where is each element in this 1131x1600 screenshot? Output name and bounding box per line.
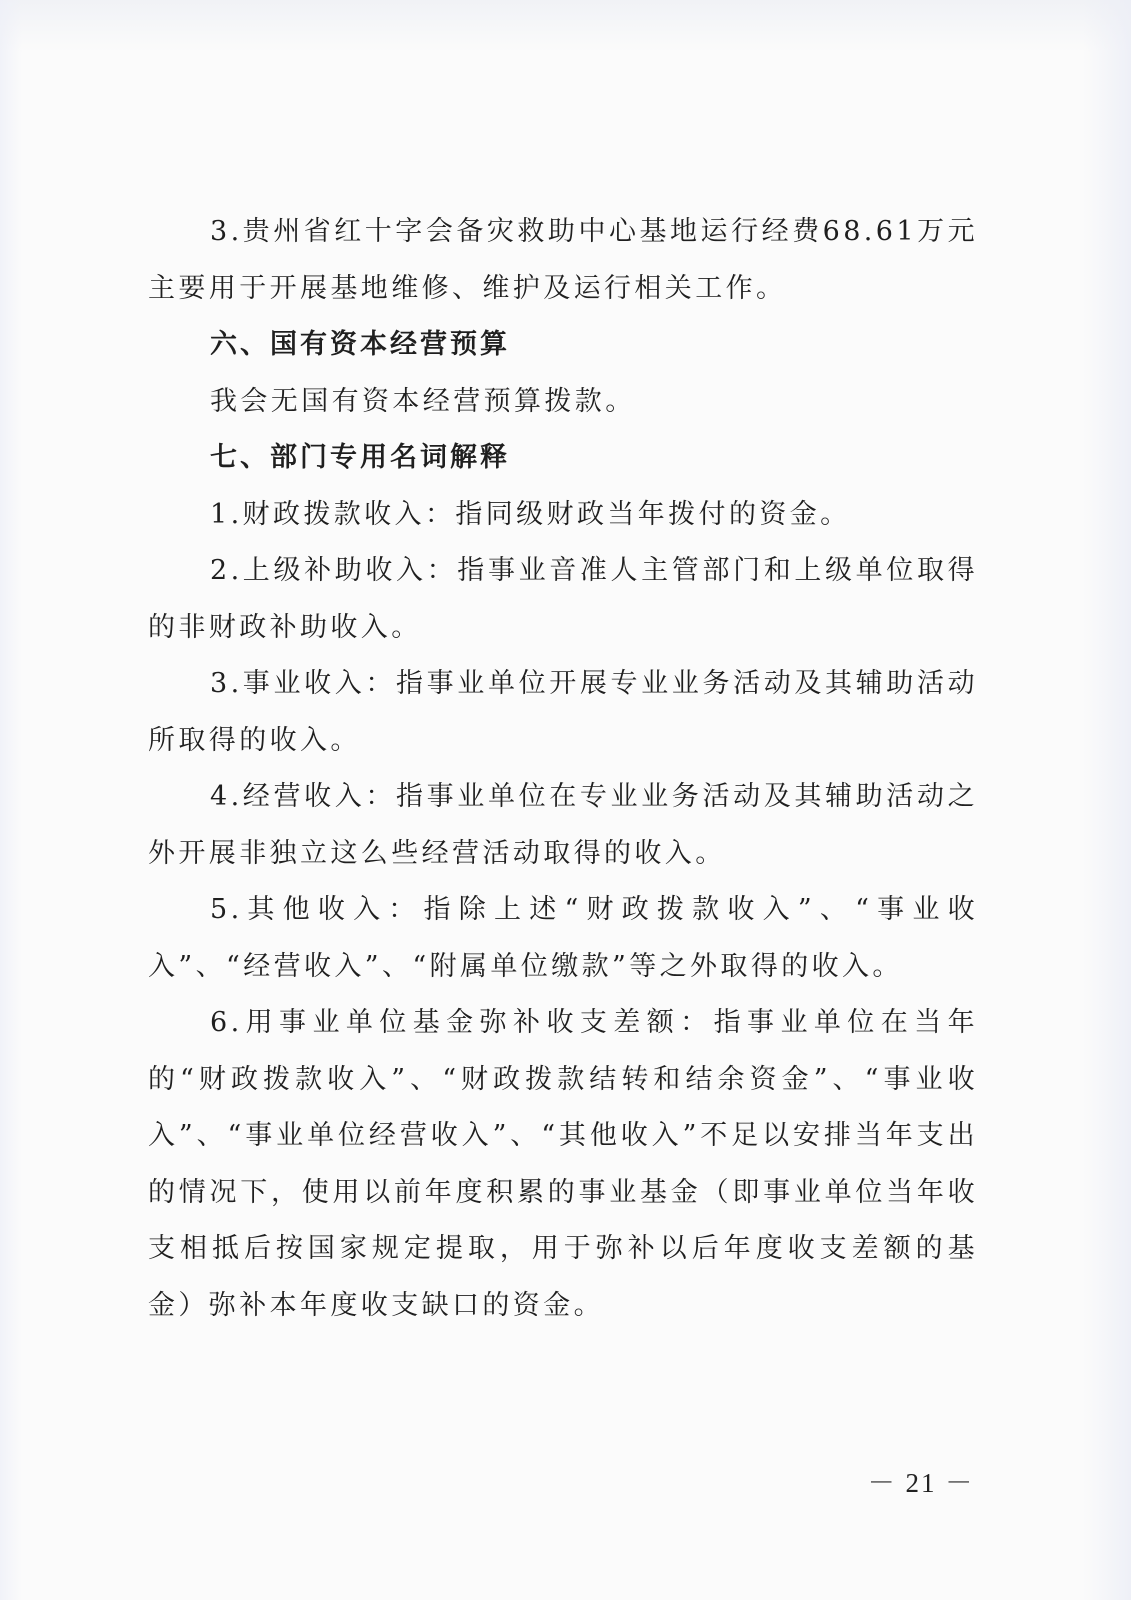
document-body [148,204,978,1334]
term-business-income: 4.经营收入：指事业单位在专业业务活动及其辅助活动之外开展非独立这么些经营活动取得的收入。 [148,781,978,869]
section-heading-state-capital-budget: 六、国有资本经营预算 [210,329,510,360]
term-institution-fund-deficit-coverage: 6.用事业单位基金弥补收支差额：指事业单位在当年的“财政拨款收入”、“财政拨款结转和结余资金”、“事业收入”、“事业单位经营收入”、“其他收入”不足以安排当年支出的情况下，使用以前年度积累的事业基金（即事业单位当年收支相抵后按国家规定提取，用于弥补以后年度收支差额的基金）弥补本年度收支缺口的资金。 [148,1007,978,1321]
term-higher-level-subsidy-income: 2.上级补助收入：指事业音准人主管部门和上级单位取得的非财政补助收入。 [148,555,978,643]
term-operational-income: 3.事业收入：指事业单位开展专业业务活动及其辅助活动所取得的收入。 [148,668,978,756]
page-number: － 21 － [867,1468,975,1498]
section-heading-terminology: 七、部门专用名词解释 [210,442,510,473]
scan-shadow-top [0,0,1131,52]
paragraph-base-operating-funds: 3.贵州省红十字会备灾救助中心基地运行经费68.61万元主要用于开展基地维修、维护及运行相关工作。 [148,216,978,304]
term-other-income: 5.其他收入：指除上述“财政拨款收入”、“事业收入”、“经营收入”、“附属单位缴款”等之外取得的收入。 [148,894,978,982]
scan-shadow-right [1083,0,1131,1600]
paragraph-no-state-capital-allocation: 我会无国有资本经营预算拨款。 [210,385,636,417]
scan-shadow-left [0,0,22,1600]
term-fiscal-appropriation-income: 1.财政拨款收入：指同级财政当年拨付的资金。 [210,498,851,530]
